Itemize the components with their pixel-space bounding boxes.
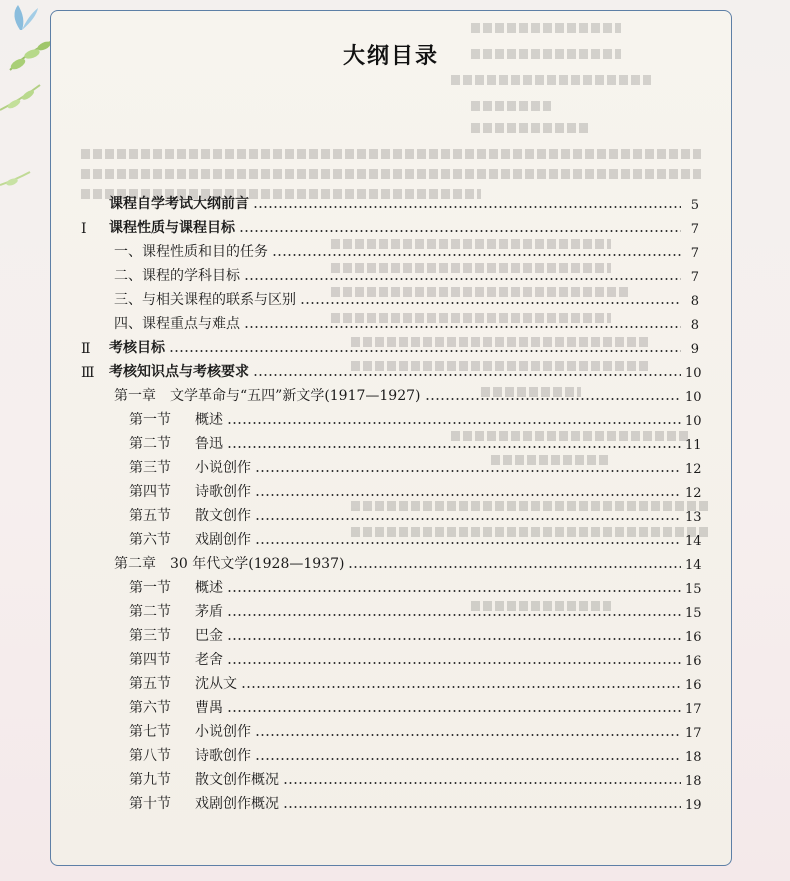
dot-leader <box>283 806 681 808</box>
toc-entry <box>81 381 702 405</box>
part-number: Ⅰ <box>81 221 87 237</box>
dot-leader <box>227 446 681 448</box>
dot-leader <box>253 374 681 376</box>
toc-page-number: 16 <box>685 678 702 693</box>
toc-page-number: 8 <box>690 318 699 333</box>
dot-leader <box>300 302 681 304</box>
section-number: 第九节 <box>129 772 171 788</box>
toc-entry <box>81 789 702 813</box>
toc-page-number: 17 <box>685 726 702 741</box>
dot-leader <box>272 254 681 256</box>
dot-leader <box>253 206 681 208</box>
toc-entry-label: 散文创作概况 <box>195 772 279 788</box>
dot-leader <box>255 494 681 496</box>
dot-leader <box>255 758 681 760</box>
dot-leader <box>283 782 681 784</box>
toc-page-number: 10 <box>685 390 702 405</box>
toc-page-number: 18 <box>685 750 702 765</box>
toc-entry <box>81 189 699 213</box>
section-number: 第七节 <box>129 724 171 740</box>
toc-entry <box>81 501 702 525</box>
section-number: 第三节 <box>129 628 171 644</box>
toc-entry-label: 小说创作 <box>195 724 251 740</box>
section-number: 第十节 <box>129 796 171 812</box>
toc-entry-label: 鲁迅 <box>195 436 223 452</box>
toc-page-number: 10 <box>685 366 702 381</box>
toc-entry-label: 戏剧创作概况 <box>195 796 279 812</box>
toc-page <box>50 10 732 866</box>
toc-entry-label: 二、课程的学科目标 <box>114 268 240 284</box>
toc-entry <box>81 669 702 693</box>
toc-entry-label: 茅盾 <box>195 604 223 620</box>
section-number: 第六节 <box>129 532 171 548</box>
toc-page-number: 17 <box>685 702 702 717</box>
dot-leader <box>244 278 681 280</box>
toc-entry-label: 小说创作 <box>195 460 251 476</box>
toc-page-number: 14 <box>685 558 702 573</box>
dot-leader <box>425 398 682 400</box>
toc-entry <box>81 645 702 669</box>
toc-page-number: 11 <box>685 438 702 453</box>
dot-leader <box>348 566 681 568</box>
toc-page-number: 7 <box>690 246 699 261</box>
dot-leader <box>169 350 681 352</box>
toc-page-number: 16 <box>685 654 702 669</box>
toc-entry <box>81 741 702 765</box>
table-of-contents <box>81 189 702 813</box>
toc-entry <box>81 597 702 621</box>
section-number: 第八节 <box>129 748 171 764</box>
toc-entry <box>81 765 702 789</box>
toc-entry-label: 诗歌创作 <box>195 484 251 500</box>
toc-entry-label: 诗歌创作 <box>195 748 251 764</box>
toc-page-number: 12 <box>685 462 702 477</box>
section-number: 第四节 <box>129 484 171 500</box>
toc-page-number: 14 <box>685 534 702 549</box>
section-number: 第一节 <box>129 412 171 428</box>
dot-leader <box>241 686 681 688</box>
toc-page-number: 19 <box>685 798 702 813</box>
toc-entry <box>81 573 702 597</box>
dot-leader <box>227 638 681 640</box>
toc-entry-label: 曹禺 <box>195 700 223 716</box>
toc-page-number: 15 <box>685 582 702 597</box>
toc-entry-label: 巴金 <box>195 628 223 644</box>
section-number: 第五节 <box>129 676 171 692</box>
toc-page-number: 9 <box>690 342 699 357</box>
toc-entry <box>81 693 702 717</box>
toc-page-number: 7 <box>690 270 699 285</box>
toc-page-number: 18 <box>685 774 702 789</box>
section-number: 第二节 <box>129 604 171 620</box>
toc-entry-label: 沈从文 <box>195 676 237 692</box>
dot-leader <box>255 470 681 472</box>
dot-leader <box>227 422 681 424</box>
section-number: 第二节 <box>129 436 171 452</box>
toc-page-number: 15 <box>685 606 702 621</box>
dot-leader <box>255 542 681 544</box>
toc-entry <box>81 357 702 381</box>
toc-entry <box>81 549 702 573</box>
toc-entry <box>81 621 702 645</box>
page-title: 大纲目录 <box>342 44 439 69</box>
section-number: 第五节 <box>129 508 171 524</box>
toc-entry <box>81 453 702 477</box>
toc-entry-label: 第二章 30 年代文学(1928—1937) <box>114 556 345 572</box>
dot-leader <box>255 734 681 736</box>
toc-entry-label: 散文创作 <box>195 508 251 524</box>
toc-entry-label: 考核目标 <box>109 340 165 356</box>
toc-page-number: 12 <box>685 486 702 501</box>
toc-entry <box>81 213 699 237</box>
toc-entry <box>81 237 699 261</box>
toc-entry <box>81 429 702 453</box>
toc-page-number: 5 <box>690 198 699 213</box>
toc-entry-label: 四、课程重点与难点 <box>114 316 240 332</box>
toc-entry-label: 课程性质与课程目标 <box>109 220 235 236</box>
toc-entry-label: 戏剧创作 <box>195 532 251 548</box>
toc-entry <box>81 309 699 333</box>
section-number: 第六节 <box>129 700 171 716</box>
toc-entry-label: 一、课程性质和目的任务 <box>114 244 268 260</box>
toc-entry <box>81 285 699 309</box>
toc-entry <box>81 477 702 501</box>
toc-entry-label: 概述 <box>195 580 223 596</box>
toc-entry <box>81 333 699 357</box>
toc-entry-label: 概述 <box>195 412 223 428</box>
section-number: 第四节 <box>129 652 171 668</box>
toc-entry <box>81 405 702 429</box>
toc-page-number: 10 <box>685 414 702 429</box>
toc-entry <box>81 525 702 549</box>
part-number: Ⅱ <box>81 341 91 357</box>
toc-entry-label: 老舍 <box>195 652 223 668</box>
part-number: Ⅲ <box>81 365 95 381</box>
dot-leader <box>227 590 681 592</box>
toc-entry-label: 考核知识点与考核要求 <box>109 364 249 380</box>
toc-page-number: 13 <box>685 510 702 525</box>
toc-page-number: 16 <box>685 630 702 645</box>
toc-entry <box>81 261 699 285</box>
toc-entry-label: 三、与相关课程的联系与区别 <box>114 292 296 308</box>
dot-leader <box>227 710 681 712</box>
dot-leader <box>239 230 681 232</box>
dot-leader <box>255 518 681 520</box>
section-number: 第三节 <box>129 460 171 476</box>
toc-page-number: 8 <box>690 294 699 309</box>
toc-page-number: 7 <box>690 222 699 237</box>
toc-entry-label: 第一章 文学革命与“五四”新文学(1917—1927) <box>114 388 421 404</box>
dot-leader <box>227 614 681 616</box>
dot-leader <box>244 326 681 328</box>
toc-entry-label: 课程自学考试大纲前言 <box>109 196 249 212</box>
section-number: 第一节 <box>129 580 171 596</box>
toc-entry <box>81 717 702 741</box>
dot-leader <box>227 662 681 664</box>
